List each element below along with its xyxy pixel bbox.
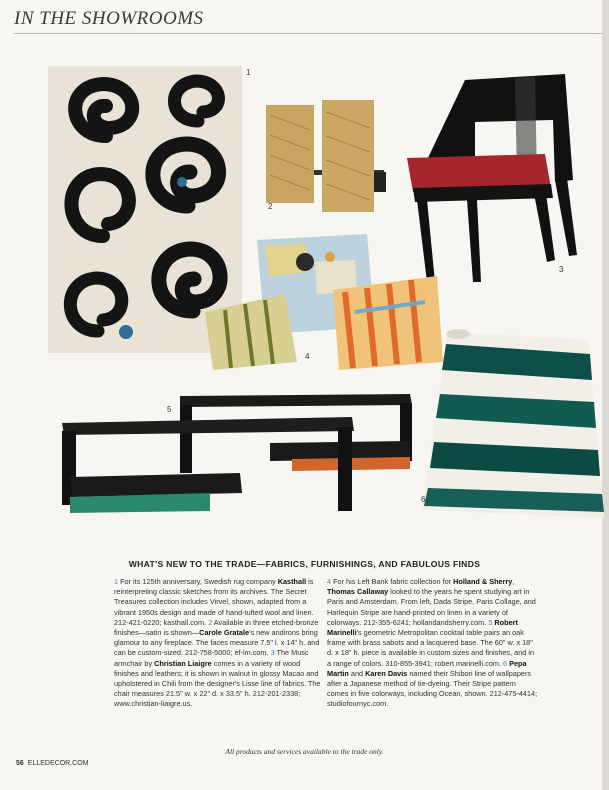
brand-name: Pepa Martin — [327, 658, 527, 678]
brand-name: Karen Davis — [365, 668, 408, 678]
rug-blue-dot — [119, 325, 133, 339]
section-title: IN THE SHOWROOMS — [14, 8, 204, 29]
subheading: WHAT'S NEW TO THE TRADE—FABRICS, FURNISHINGS, AND FABULOUS FINDS — [128, 559, 481, 569]
body-text: 's geometric Metropolitan cocktail table pairs an oak frame with brass sabots and a lacquered base. The 60" w. x 18" d. x 18" h. piece is available in custom sizes and finishes, and in a range of colors. 310-855-3941; robert marinelli.com. — [327, 628, 535, 668]
wallpaper-photo — [418, 322, 606, 520]
page-number: 56 — [16, 760, 24, 767]
andirons-photo — [266, 100, 394, 215]
rug-blue-dot — [177, 177, 187, 187]
body-text: named their Shibori line of wallpapers after a Japanese method of tie-dyeing. Their Stripe pattern comes in five colorways, including Ocean, shown. 212-475-4414; studiofournyc.com. — [327, 668, 538, 709]
body-text: For its 125th anniversary, Swedish rug company — [118, 577, 278, 586]
body-text: The Musc armchair by — [114, 648, 309, 668]
item-ref-number: 6 — [503, 658, 508, 668]
title-rule — [14, 33, 609, 34]
text-column-left — [114, 577, 326, 710]
item-ref-number: 2 — [208, 617, 213, 627]
item-ref-number: 4 — [327, 577, 332, 586]
brand-name: Holland & Sherry — [453, 577, 513, 586]
brand-name: Robert Marinelli — [327, 617, 518, 638]
body-text: Available in three etched-bronze finishes—satin is shown— — [114, 617, 319, 638]
item-number: 6 — [421, 495, 426, 504]
body-text: For his Left Bank fabric collection for — [331, 577, 454, 586]
body-text: comes in a variety of wood finishes and leathers; it is shown in walnut in glossy Macao and upholstered in Chili from the designer's Lisse line of fabrics. The chair measures 21.5" w. x 22" d. x 33.5" h. 212-201-2338; www.christian-liaigre.us. — [114, 658, 321, 709]
item-number: 3 — [559, 265, 564, 274]
brand-name: Carole Gratale — [199, 628, 250, 638]
brand-name: Kasthall — [277, 577, 307, 586]
item-ref-number: 5 — [488, 617, 493, 627]
body-text: 's new andirons bring glamour to any fireplace. The faces measure 7.5" l. x 14" h. and can be custom-sized. 212-758-5000; ef-lm.com. — [114, 628, 320, 658]
item-number: 1 — [246, 68, 251, 77]
page-folio — [16, 760, 88, 767]
item-ref-number: 3 — [270, 648, 275, 658]
brand-name: Thomas Callaway — [327, 587, 389, 597]
body-text: looked to the years he spent studying art in Paris and Amsterdam. From left, Dada Stripe, Paris Collage, and Harlequin Stripe are hand-printed on linen in a variety of colorways. 212-355-6241; hollandandsherry.com. — [327, 587, 536, 627]
fabrics-photo — [205, 232, 443, 372]
item-number: 4 — [305, 352, 310, 361]
item-number: 5 — [167, 405, 172, 414]
trade-footnote: All products and services available to the trade only. — [225, 747, 384, 756]
cocktail-table-photo — [60, 393, 415, 515]
body-text: , — [512, 577, 515, 586]
item-number: 2 — [268, 202, 273, 211]
site-url: ELLEDECOR.COM — [27, 760, 89, 767]
item-ref-number: 1 — [114, 577, 119, 586]
brand-name: Christian Liaigre — [154, 658, 212, 668]
text-column-right — [327, 577, 539, 710]
body-text: and — [348, 668, 366, 678]
body-text: is reinterpreting classic sketches from its archives. The Secret Treasures collection includes Virvel, shown, adapted from a vibrant 1950s design and made of hand-tufted wool and linen. 212-421-0220; kasthall.com. — [114, 577, 314, 627]
